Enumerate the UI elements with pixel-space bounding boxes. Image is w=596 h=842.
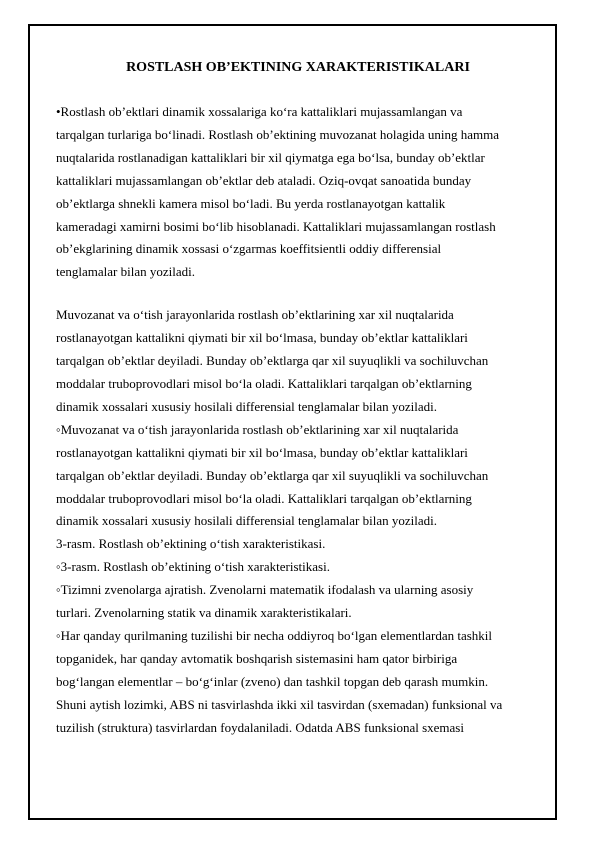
text-line: tarqalgan ob’ektlar deyiladi. Bunday ob’ektlarga qar xil suyuqlikli va sochiluvchan <box>56 353 489 369</box>
figure-caption: ◦3-rasm. Rostlash ob’ektining o‘tish xarakteristikasi. <box>56 559 330 575</box>
figure-caption: 3-rasm. Rostlash ob’ektining o‘tish xarakteristikasi. <box>56 536 326 552</box>
text-line: dinamik xossalari xususiy hosilali differensial tenglamalar bilan yoziladi. <box>56 398 438 414</box>
text-line: tarqalgan turlariga bo‘linadi. Rostlash ob’ektining muvozanat holagida uning hamma <box>56 126 499 142</box>
text-line: rostlanayotgan kattalikni qiymati bir xil bo‘lmasa, bunday ob’ektlar kattaliklari <box>56 330 468 346</box>
document-body <box>56 101 556 739</box>
paragraph-4 <box>56 579 556 625</box>
paragraph-3 <box>56 419 556 534</box>
text-line: ◦Har qanday qurilmaning tuzilishi bir necha oddiyroq bo‘lgan elementlardan tashkil <box>56 627 493 643</box>
text-line: topganidek, har qanday avtomatik boshqarish sistemasini ham qator birbiriga <box>56 650 458 666</box>
text-line: ◦Muvozanat va o‘tish jarayonlarida rostlash ob’ektlarining xar xil nuqtalarida <box>56 421 459 437</box>
text-line: Muvozanat va o‘tish jarayonlarida rostlash ob’ektlarining xar xil nuqtalarida <box>56 307 454 323</box>
text-line: •Rostlash ob’ektlari dinamik xossalariga ko‘ra kattaliklari mujassamlangan va <box>56 104 463 119</box>
page-title: ROSTLASH OB’EKTINING XARAKTERISTIKALARI <box>126 60 470 75</box>
paragraph-gap <box>56 284 556 304</box>
text-line: turlari. Zvenolarning statik va dinamik xarakteristikalari. <box>56 605 352 621</box>
text-line: ob’ektlarga shnekli kamera misol bo‘ladi. Bu yerda rostlanayotgan kattalik <box>56 195 446 211</box>
text-line: nuqtalarida rostlanadigan kattaliklari bir xil qiymatga ega bo‘lsa, bunday ob’ektlar <box>56 149 485 165</box>
paragraph-2 <box>56 304 556 419</box>
text-line: bog‘langan elementlar – bo‘g‘inlar (zveno) dan tashkil topgan deb qarash mumkin. <box>56 673 489 689</box>
text-line: kameradagi xamirni bosimi bo‘lib hisoblanadi. Kattaliklari mujassamlangan rostlash <box>56 218 496 234</box>
text-line: tarqalgan ob’ektlar deyiladi. Bunday ob’ektlarga qar xil suyuqlikli va sochiluvchan <box>56 467 489 483</box>
text-line: kattaliklari mujassamlangan ob’ektlar deb ataladi. Oziq-ovqat sanoatida bunday <box>56 172 472 188</box>
text-line: rostlanayotgan kattalikni qiymati bir xil bo‘lmasa, bunday ob’ektlar kattaliklari <box>56 444 468 460</box>
paragraph-1 <box>56 101 556 284</box>
paragraph-5 <box>56 625 556 740</box>
text-line: tuzilish (struktura) tasvirlardan foydalaniladi. Odatda ABS funksional sxemasi <box>56 719 464 735</box>
text-line: ob’ekglarining dinamik xossasi o‘zgarmas koeffitsientli oddiy differensial <box>56 241 442 257</box>
text-line: ◦Tizimni zvenolarga ajratish. Zvenolarni matematik ifodalash va ularning asosiy <box>56 582 474 598</box>
text-line: moddalar truboprovodlari misol bo‘la oladi. Kattaliklari tarqalgan ob’ektlarning <box>56 490 472 506</box>
text-line: tenglamalar bilan yoziladi. <box>56 264 195 280</box>
text-line: moddalar truboprovodlari misol bo‘la oladi. Kattaliklari tarqalgan ob’ektlarning <box>56 375 472 391</box>
text-line: dinamik xossalari xususiy hosilali differensial tenglamalar bilan yoziladi. <box>56 513 438 529</box>
text-line: Shuni aytish lozimki, ABS ni tasvirlashda ikki xil tasvirdan (sxemadan) funksional va <box>56 696 503 712</box>
